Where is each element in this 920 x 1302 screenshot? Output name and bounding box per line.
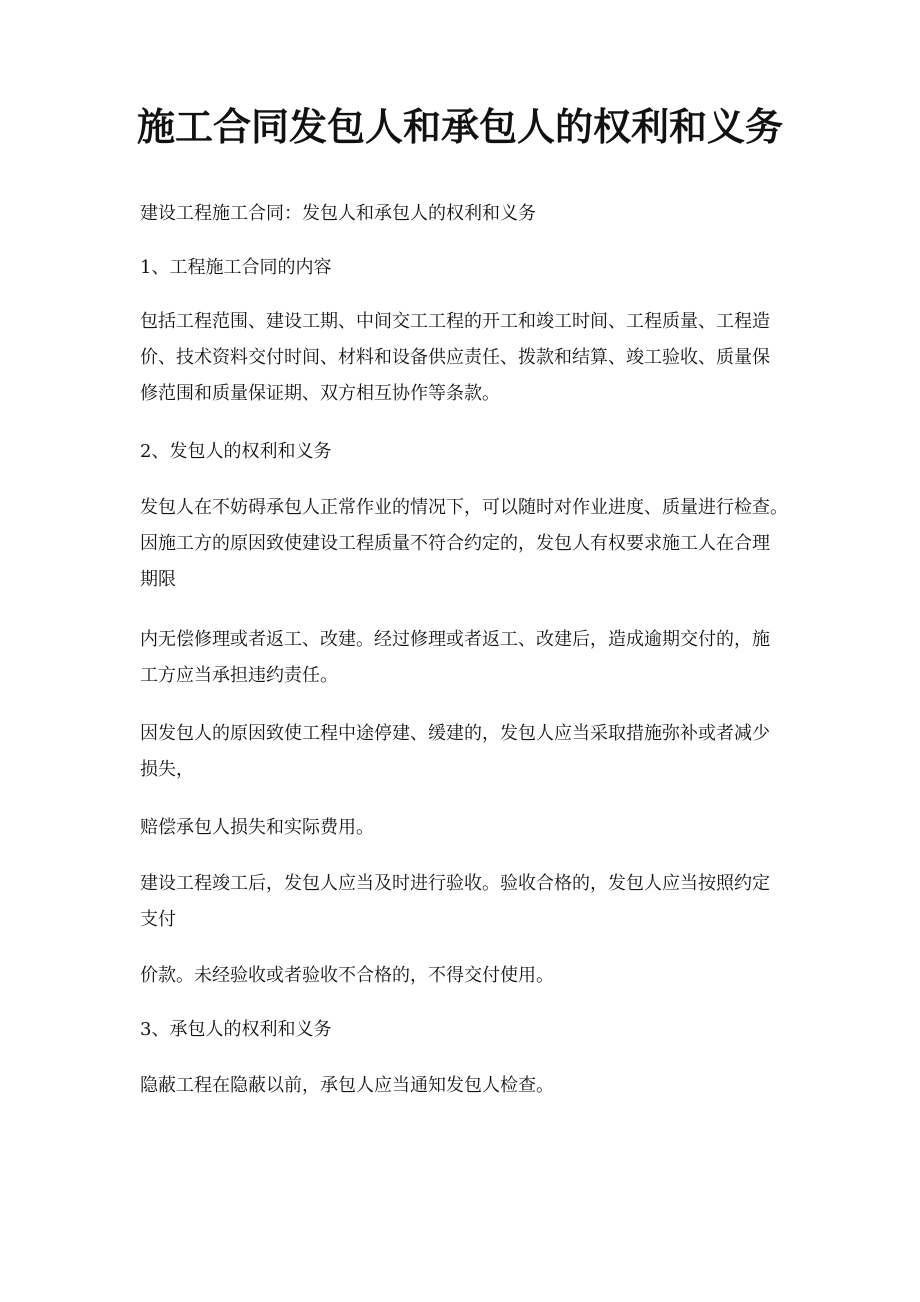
paragraph-hidden-works: 隐蔽工程在隐蔽以前，承包人应当通知发包人检查。 (140, 1075, 554, 1096)
paragraph-suspension: 因发包人的原因致使工程中途停建、缓建的，发包人应当采取措施弥补或者减少损失， (140, 723, 770, 780)
paragraph-employer-inspection: 发包人在不妨碍承包人正常作业的情况下，可以随时对作业进度、质量进行检查。 因施工方的原因致使建设工程质量不符合约定的，发包人有权要求施工人在合理期限 (140, 497, 797, 590)
section-heading-1: 1、工程施工合同的内容 (140, 257, 332, 278)
section-heading-2: 2、发包人的权利和义务 (140, 441, 332, 462)
paragraph-intro: 建设工程施工合同：发包人和承包人的权利和义务 (140, 203, 536, 224)
paragraph-contract-content: 包括工程范围、建设工期、中间交工工程的开工和竣工时间、工程质量、工程造价、技术资料交付时间、材料和设备供应责任、拨款和结算、竣工验收、质量保修范围和质量保证期、双方相互协作等条款。 (140, 311, 770, 404)
paragraph-compensation: 赔偿承包人损失和实际费用。 (140, 817, 374, 838)
paragraph-payment: 价款。未经验收或者验收不合格的，不得交付使用。 (140, 965, 554, 986)
paragraph-repair-rework: 内无偿修理或者返工、改建。经过修理或者返工、改建后，造成逾期交付的，施工方应当承担违约责任。 (140, 629, 770, 686)
section-heading-3: 3、承包人的权利和义务 (140, 1019, 332, 1040)
paragraph-acceptance: 建设工程竣工后，发包人应当及时进行验收。验收合格的，发包人应当按照约定支付 (140, 873, 770, 930)
document-title: 施工合同发包人和承包人的权利和义务 (136, 104, 783, 149)
